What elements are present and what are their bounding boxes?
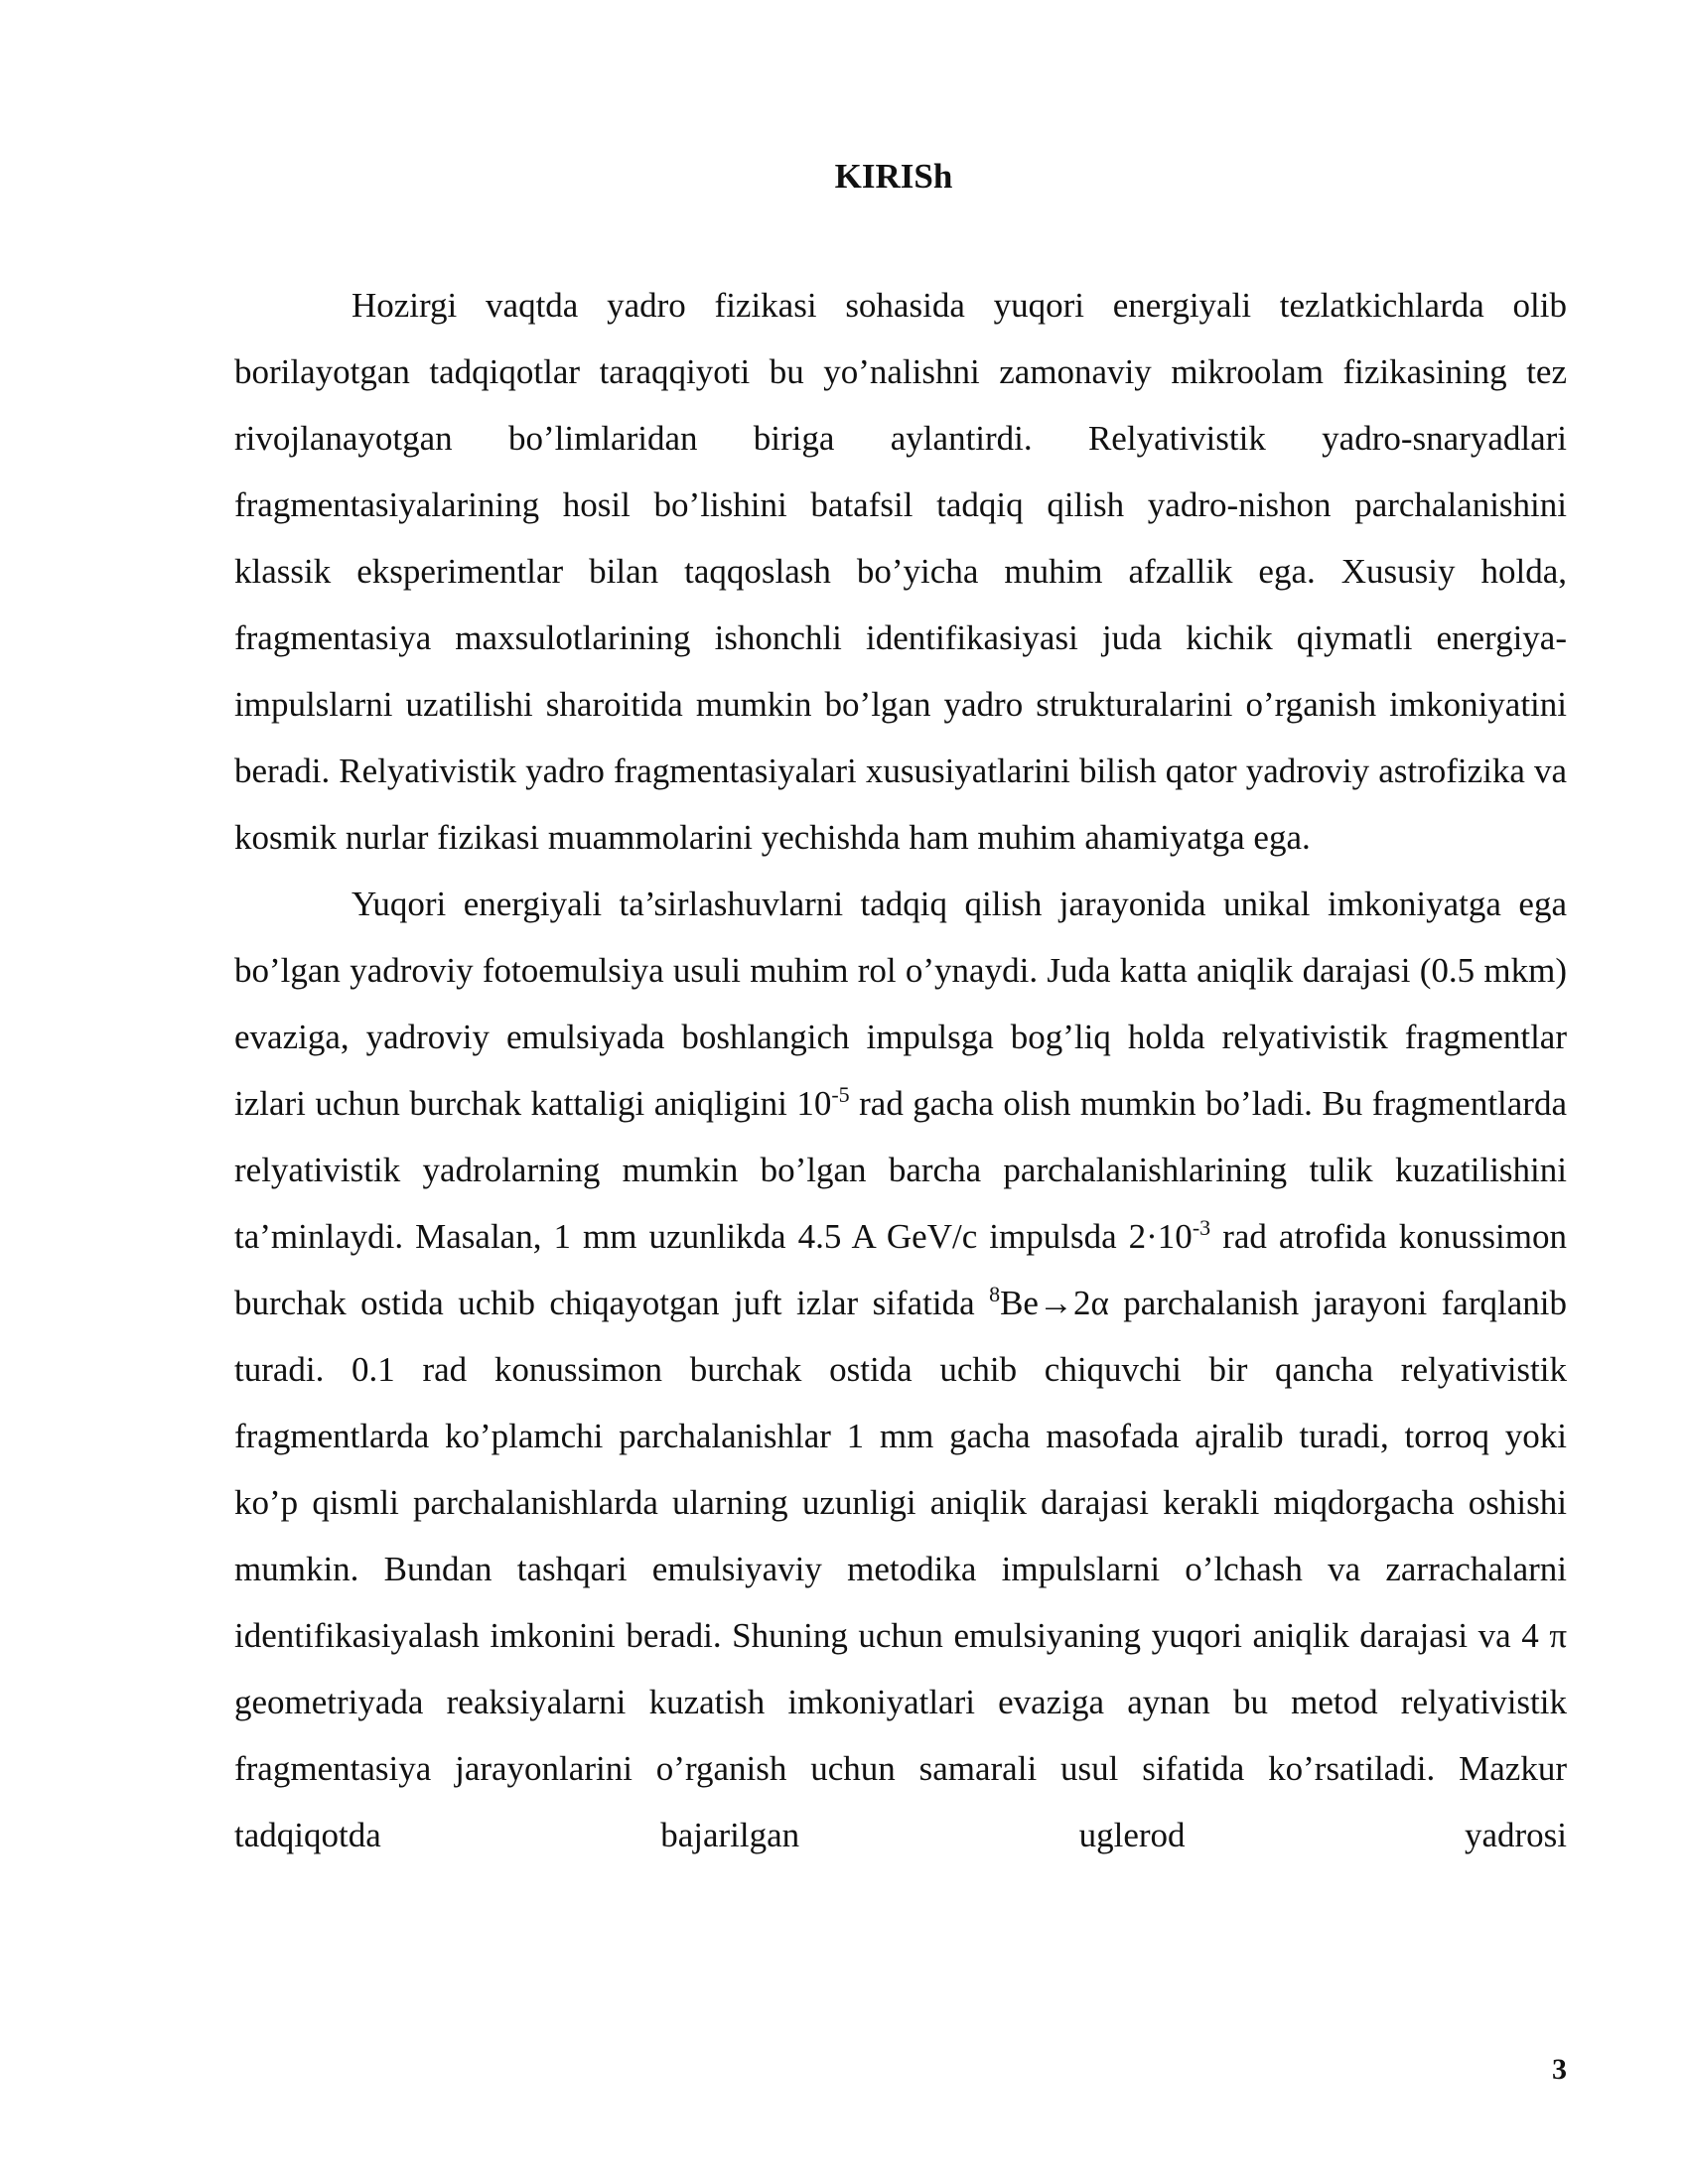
body-text — [234, 272, 1567, 1868]
exponent-minus-5: -5 — [831, 1081, 850, 1107]
exponent-minus-3: -3 — [1192, 1214, 1211, 1240]
paragraph-1: Hozirgi vaqtda yadro fizikasi sohasida yuqori energiyali tezlatkichlarda olib borilayotgan tadqiqotlar taraqqiyoti bu yo’nalishni zamonaviy mikroolam fizikasining tez rivojlanayotgan bo’limlaridan biriga aylantirdi. Relyativistik yadro-snaryadlari fragmentasiyalarining hosil bo’lishini batafsil tadqiq qilish yadro-nishon parchalanishini klassik eksperimentlar bilan taqqoslash bo’yicha muhim afzallik ega. Xususiy holda, fragmentasiya maxsulotlarining ishonchli identifikasiyasi juda kichik qiymatli energiya-impulslarni uzatilishi sharoitida mumkin bo’lgan yadro strukturalarini o’rganish imkoniyatini beradi. Relyativistik yadro fragmentasiyalari xususiyatlarini bilish qator yadroviy astrofizika va kosmik nurlar fizikasi muammolarini yechishda ham muhim ahamiyatga ega. — [234, 286, 1567, 857]
paragraph-2-text-1: Yuqori energiyali ta’sirlashuvlarni tadqiq qilish jarayonida unikal imkoniyatga ega bo’lgan yadroviy fotoemulsiya usuli muhim rol o’ynaydi. Juda katta aniqlik darajasi (0.5 mkm) evaziga, yadroviy emulsiyada boshlangich impulsga bog’liq holda relyativistik fragmentlar izlari uchun burchak kattaligi aniqligini 10 — [234, 885, 1567, 1123]
isotope-mass-number: 8 — [989, 1281, 1001, 1306]
paragraph-2-text-2: rad gacha olish mumkin bo’ladi. Bu fragmentlarda relyativistik yadrolarning mumkin bo’lgan barcha parchalanishlarining tulik kuzatilishini ta’minlaydi. Masalan, 1 mm uzunlikda 4.5 A GeV/c impulsda 2·10 — [234, 1084, 1567, 1256]
page-title: KIRISh — [834, 157, 953, 196]
page-number: 3 — [1552, 2053, 1567, 2086]
paragraph-2-text-4: Be→2α parchalanish jarayoni farqlanib turadi. 0.1 rad konussimon burchak ostida uchib chiquvchi bir qancha relyativistik fragmentlarda ko’plamchi parchalanishlar 1 mm gacha masofada ajralib turadi, torroq yoki ko’p qismli parchalanishlarda ularning uzunligi aniqlik darajasi kerakli miqdorgacha oshishi mumkin. Bundan tashqari emulsiyaviy metodika impulslarni o’lchash va zarrachalarni identifikasiyalash imkonini beradi. Shuning uchun emulsiyaning yuqori aniqlik darajasi va 4 π geometriyada reaksiyalarni kuzatish imkoniyatlari evaziga aynan bu metod relyativistik fragmentasiya jarayonlarini o’rganish uchun samarali usul sifatida ko’rsatiladi. Mazkur tadqiqotda bajarilgan uglerod yadrosi — [234, 1284, 1567, 1854]
paragraph-2 — [234, 871, 1567, 1868]
paragraph-2-text-3: rad atrofida konussimon burchak ostida uchib chiqayotgan juft izlar sifatida — [234, 1217, 1567, 1322]
